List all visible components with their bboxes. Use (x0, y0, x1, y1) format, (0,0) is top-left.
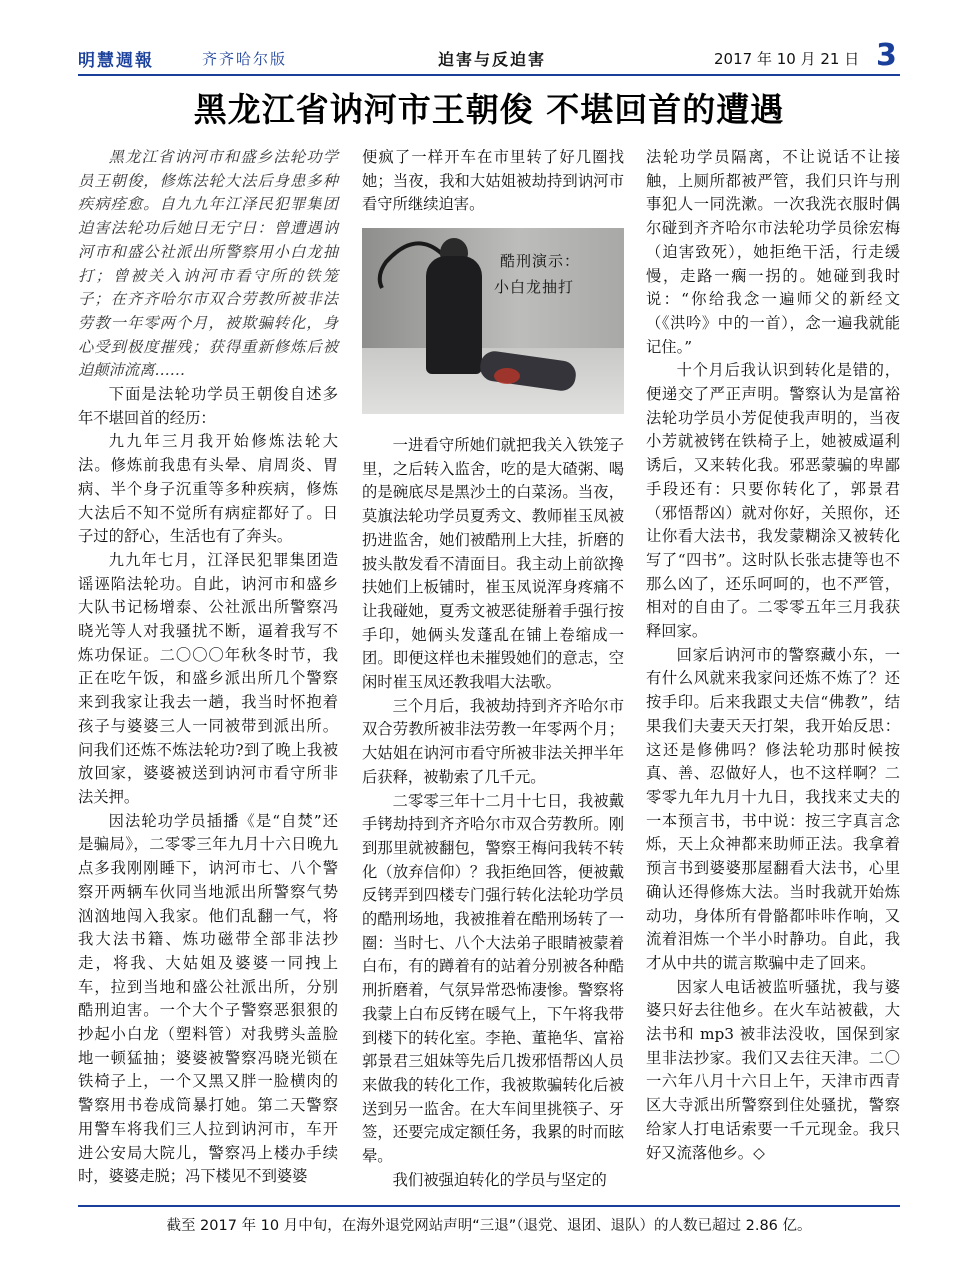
section-title: 迫害与反迫害 (438, 50, 547, 69)
paragraph: 二零零三年十二月十七日，我被戴手铐劫持到齐齐哈尔市双合劳教所。刚到那里就被翻包，警察王梅问我转不转化（放弃信仰）？我拒绝回答，便被戴反铐弄到四楼专门强行转化法轮功学员的酷刑场地，我被推着在酷刑场转了一圈：当时七、八个大法弟子眼睛被蒙着白布，有的蹲着有的站着分别被各种酷刑折磨着，气氛异常恐怖凄惨。警察将我蒙上白布反铐在暖气上，下午将我带到楼下的转化室。李艳、董艳华、富裕郭景君三姐妹等先后几拨邪悟帮凶人员来做我的转化工作，我被欺骗转化后被送到另一监舍。在大车间里挑筷子、牙签，还要完成定额任务，我累的时而眩晕。 (362, 791, 624, 1166)
masthead: 明慧週報 (78, 51, 154, 71)
paragraph: 十个月后我认识到转化是错的，便递交了严正声明。警察认为是富裕法轮功学员小芳促使我声明的，当夜小芳就被铐在铁椅子上，她被威逼利诱后，又来转化我。邪恶蒙骗的卑鄙手段还有：只要你转化了，郭景君（邪悟帮凶）就对你好，关照你，还让你看大法书，我发蒙糊涂又被转化写了“四书”。这时队长张志捷等也不那么凶了，还乐呵呵的，也不严管，相对的自由了。二零零五年三月我获释回家。 (646, 361, 900, 641)
paragraph: 三个月后，我被劫持到齐齐哈尔市双合劳教所被非法劳教一年零两个月；大姑姐在讷河市看守所被非法关押半年后获释，被勒索了几千元。 (362, 696, 624, 786)
paragraph: 因法轮功学员插播《是“自焚”还是骗局》，二零零三年九月十六日晚九点多我刚刚睡下，讷河市七、八个警察开两辆车伙同当地派出所警察气势汹汹地闯入我家。他们乱翻一气，将我大法书籍、炼功磁带全部非法抄走，将我、大姑姐及婆婆一同拽上车，拉到当地和盛公社派出所，分别酷刑迫害。一个大个子警察恶狠狠的抄起小白龙（塑料管）对我劈头盖脸地一顿猛抽；婆婆被警察冯晓光锁在铁椅子上，一个又黑又胖一脸横肉的警察用书卷成筒暴打她。第二天警察用警车将我们三人拉到讷河市，车开进公安局大院儿，警察冯上楼办手续时，婆婆走脱；冯下楼见不到婆婆 (78, 811, 338, 1186)
edition-label: 齐齐哈尔版 (202, 50, 288, 68)
footer-notice: 截至 2017 年 10 月中旬，在海外退党网站声明“三退”（退党、退团、退队）的人数已超过 2.86 亿。 (166, 1218, 812, 1234)
paragraph: 一进看守所她们就把我关入铁笼子里，之后转入监舍，吃的是大碴粥、喝的是碗底尽是黑沙土的白菜汤。当夜，莫旗法轮功学员夏秀文、教师崔玉凤被扔进监舍，她们被酷刑上大挂，折磨的披头散发看不清面目。我主动上前欲搀扶她们上板铺时，崔玉凤说浑身疼痛不让我碰她，夏秀文被恶徒掰着手强行按手印，她俩头发蓬乱在铺上卷缩成一团。即便这样也未摧毁她们的意志，空闲时崔玉凤还教我唱大法歌。 (362, 436, 624, 692)
page-header (78, 38, 898, 74)
header-rule (78, 74, 900, 76)
column-1 (78, 146, 338, 1189)
article-intro: 黑龙江省讷河市和盛乡法轮功学员王朝俊，修炼法轮大法后身患多种疾病痊愈。自九九年江泽民犯罪集团迫害法轮功后她日无宁日：曾遭遇讷河市和盛公社派出所警察用小白龙抽打；曾被关入讷河市看守所的铁笼子；在齐齐哈尔市双合劳教所被非法劳教一年零两个月，被欺骗转化，身心受到极度摧残；获得重新修炼后被迫颠沛流离…… (78, 148, 338, 380)
paragraph: 我们被强迫转化的学员与坚定的 (392, 1170, 607, 1189)
blood-mark (494, 368, 520, 384)
torture-illustration (362, 228, 624, 414)
standing-figure (426, 256, 482, 374)
whip-icon (362, 228, 624, 414)
column-2 (362, 434, 624, 1193)
paragraph: 法轮功学员隔离，不让说话不让接触，上厕所都被严管，我们只许与刑事犯人一同洗漱。一次我洗衣服时偶尔碰到齐齐哈尔市法轮功学员徐宏梅（迫害致死），她拒绝干活，行走缓慢，走路一瘸一拐的。她碰到我时说：“你给我念一遍师父的新经文（《洪吟》中的一首），念一遍我就能记住。” (646, 148, 900, 356)
photo-caption-line-1: 酷刑演示： (500, 252, 581, 270)
page-number: 3 (876, 38, 897, 73)
footer-rule (78, 1205, 900, 1207)
issue-date: 2017 年 10 月 21 日 (714, 50, 860, 68)
paragraph: 九九年三月我开始修炼法轮大法。修炼前我患有头晕、肩周炎、胃病、半个身子沉重等多种疾病，修炼大法后不知不觉所有病症都好了。日子过的舒心，生活也有了奔头。 (78, 432, 338, 546)
photo-caption-line-2: 小白龙抽打 (494, 278, 575, 296)
paragraph: 便疯了一样开车在市里转了好几圈找她；当夜，我和大姑姐被劫持到讷河市看守所继续迫害。 (362, 148, 624, 214)
paragraph: 九九年七月，江泽民犯罪集团造谣诬陷法轮功。自此，讷河市和盛乡大队书记杨增泰、公社派出所警察冯晓光等人对我骚扰不断，逼着我写不炼功保证。二〇〇〇年秋冬时节，我正在吃午饭，和盛乡派出所几个警察来到我家让我去一趟，我当时怀抱着孩子与婆婆三人一同被带到派出所。问我们还炼不炼法轮功?到了晚上我被放回家，婆婆被送到讷河市看守所非法关押。 (78, 550, 338, 806)
article-title: 黑龙江省讷河市王朝俊 不堪回首的遭遇 (193, 90, 785, 129)
paragraph: 回家后讷河市的警察藏小东，一有什么风就来我家问还炼不炼了？还按手印。后来我跟丈夫信“佛教”，结果我们夫妻天天打架，我开始反思：这还是修佛吗？修法轮功那时候按真、善、忍做好人，也不这样啊？二零零九年九月十九日，我找来丈夫的一本预言书，书中说：按三字真言念烁，天上众神都来助师正法。我拿着预言书到婆婆那屋翻看大法书，心里确认还得修炼大法。当时我就开始炼动功，身体所有骨骼都咔咔作响，又流着泪炼一个半小时静功。自此，我才从中共的谎言欺骗中走了回来。 (646, 645, 900, 972)
column-3 (646, 146, 900, 1165)
paragraph: 因家人电话被监听骚扰，我与婆婆只好去往他乡。在火车站被截，大法书和 mp3 被非法没收，国保到家里非法抄家。我们又去往天津。二〇一六年八月十六日上午，天津市西青区大寺派出所警察到住处骚扰，警察给家人打电话索要一千元现金。我只好又流落他乡。◇ (646, 977, 900, 1162)
paragraph: 下面是法轮功学员王朝俊自述多年不堪回首的经历： (78, 385, 338, 427)
column-2-top (362, 146, 624, 217)
